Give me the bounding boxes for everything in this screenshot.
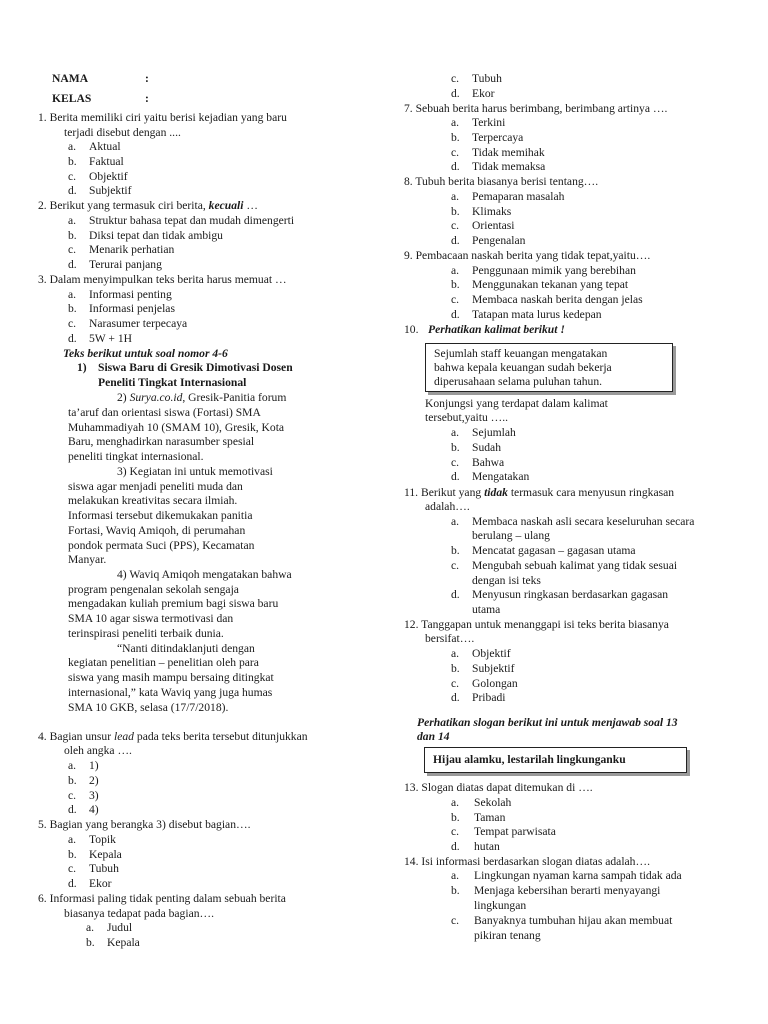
passage-number: 1) (77, 361, 87, 374)
q11-c-letter: c. (451, 559, 460, 572)
q2-stem: 2. Berikut yang termasuk ciri berita, kecuali … (38, 199, 258, 212)
q1-a-text: Aktual (89, 140, 121, 153)
q3-stem: 3. Dalam menyimpulkan teks berita harus memuat … (38, 273, 287, 286)
q5-c-text: Tubuh (89, 862, 119, 875)
q5-stem: 5. Bagian yang berangka 3) disebut bagian…. (38, 818, 251, 831)
q10-a-letter: a. (451, 426, 460, 439)
q10-question: Konjungsi yang terdapat dalam kalimat (425, 397, 608, 410)
q1-d-letter: d. (68, 184, 77, 197)
paragraph-3-line4: Informasi tersebut dikemukakan panitia (68, 509, 253, 522)
q7-c-text: Tidak memihak (472, 146, 545, 159)
q10-b-letter: b. (451, 441, 460, 454)
slogan-box (424, 747, 687, 773)
q11-emphasis: tidak (484, 486, 508, 499)
q8-a-letter: a. (451, 190, 460, 203)
q2-d-letter: d. (68, 258, 77, 271)
q5-a-letter: a. (68, 833, 77, 846)
q13-stem: 13. Slogan diatas dapat ditemukan di …. (404, 781, 593, 794)
q12-d-letter: d. (451, 691, 460, 704)
q2-b-letter: b. (68, 229, 77, 242)
q8-a-text: Pemaparan masalah (472, 190, 565, 203)
paragraph-5-line4: internasional,” kata Waviq yang juga humas (68, 686, 273, 699)
q3-d-text: 5W + 1H (89, 332, 133, 345)
q11-b-text: Mencatat gagasan – gagasan utama (472, 544, 636, 557)
q6-c-text: Tubuh (472, 72, 502, 85)
paragraph-2-line1: 2) Surya.co.id, Gresik-Panitia forum (117, 391, 287, 404)
q10-c-text: Bahwa (472, 456, 505, 469)
q5-b-letter: b. (68, 848, 77, 861)
q3-c-letter: c. (68, 317, 77, 330)
q11-stem: 11. Berikut yang tidak termasuk cara menyusun ringkasan (404, 486, 675, 499)
q1-c-text: Objektif (89, 170, 128, 183)
q13-c-letter: c. (451, 825, 460, 838)
q6-b-text: Kepala (107, 936, 140, 949)
q10-c-letter: c. (451, 456, 460, 469)
q8-stem: 8. Tubuh berita biasanya berisi tentang…. (404, 175, 599, 188)
paragraph-2-line5: peneliti tingkat internasional. (68, 450, 204, 463)
q7-d-text: Tidak memaksa (472, 160, 546, 173)
paragraph-4-line3: mengadakan kuliah premium bagi siswa baru (68, 597, 279, 610)
paragraph-2-line3: Muhammadiyah 10 (SMAM 10), Gresik, Kota (68, 421, 285, 434)
q9-a-letter: a. (451, 264, 460, 277)
paragraph-2-line4: Baru, menghadirkan narasumber spesial (68, 435, 255, 448)
q14-b-text-cont: lingkungan (474, 899, 527, 912)
q6-b-letter: b. (86, 936, 95, 949)
q13-c-text: Tempat parwisata (474, 825, 556, 838)
q9-c-text: Membaca naskah berita dengan jelas (472, 293, 643, 306)
q2-d-text: Terurai panjang (89, 258, 162, 271)
paragraph-5-line5: SMA 10 GKB, selasa (17/7/2018). (68, 701, 229, 714)
q13-b-text: Taman (474, 811, 506, 824)
paragraph-3-line5: Fortasi, Waviq Amiqoh, di perumahan (68, 524, 246, 537)
q9-b-text: Menggunakan tekanan yang tepat (472, 278, 629, 291)
q1-d-text: Subjektif (89, 184, 132, 197)
slogan-intro: Perhatikan slogan berikut ini untuk menjawab soal 13 (417, 716, 678, 729)
nama-label: NAMA (52, 72, 89, 85)
q11-a-text-cont: berulang – ulang (472, 529, 550, 542)
q5-b-text: Kepala (89, 848, 122, 861)
q2-b-text: Diksi tepat dan tidak ambigu (89, 229, 223, 242)
q4-lead-term: lead (114, 730, 134, 743)
q4-c-text: 3) (89, 789, 99, 802)
q14-c-text-cont: pikiran tenang (474, 929, 541, 942)
q11-d-letter: d. (451, 588, 460, 601)
q14-stem: 14. Isi informasi berdasarkan slogan diatas adalah…. (404, 855, 650, 868)
passage-intro: Teks berikut untuk soal nomor 4-6 (63, 347, 228, 360)
q6-a-text: Judul (107, 921, 133, 934)
q13-b-letter: b. (451, 811, 460, 824)
q9-d-letter: d. (451, 308, 460, 321)
q12-a-text: Objektif (472, 647, 511, 660)
passage-title-line1: Siswa Baru di Gresik Dimotivasi Dosen (98, 361, 293, 374)
q14-c-text: Banyaknya tumbuhan hijau akan membuat (474, 914, 673, 927)
slogan-text: Hijau alamku, lestarilah lingkunganku (433, 753, 626, 766)
q9-c-letter: c. (451, 293, 460, 306)
q5-a-text: Topik (89, 833, 116, 846)
q2-c-text: Menarik perhatian (89, 243, 175, 256)
q11-d-text: Menyusun ringkasan berdasarkan gagasan (472, 588, 669, 601)
q1-a-letter: a. (68, 140, 77, 153)
passage-title-line2: Peneliti Tingkat Internasional (98, 376, 247, 389)
q1-c-letter: c. (68, 170, 77, 183)
q4-stem-cont: oleh angka …. (64, 744, 132, 757)
q5-d-letter: d. (68, 877, 77, 890)
q8-c-letter: c. (451, 219, 460, 232)
q4-c-letter: c. (68, 789, 77, 802)
q3-b-letter: b. (68, 302, 77, 315)
paragraph-3-line1: 3) Kegiatan ini untuk memotivasi (117, 465, 273, 478)
paragraph-4-line4: SMA 10 agar siswa termotivasi dan (68, 612, 234, 625)
q12-d-text: Pribadi (472, 691, 506, 704)
q3-b-text: Informasi penjelas (89, 302, 175, 315)
slogan-intro-cont: dan 14 (417, 730, 450, 743)
q10-d-letter: d. (451, 470, 460, 483)
q9-a-text: Penggunaan mimik yang berebihan (472, 264, 636, 277)
q1-b-text: Faktual (89, 155, 124, 168)
q6-d-text: Ekor (472, 87, 495, 100)
q11-stem-cont: adalah…. (425, 500, 470, 513)
q12-b-text: Subjektif (472, 662, 515, 675)
paragraph-3-line3: melakukan kreativitas secara ilmiah. (68, 494, 238, 507)
q4-a-letter: a. (68, 759, 77, 772)
q1-stem-cont: terjadi disebut dengan .... (64, 126, 181, 139)
q12-b-letter: b. (451, 662, 460, 675)
q1-stem: 1. Berita memiliki ciri yaitu berisi kejadian yang baru (38, 111, 287, 124)
q1-b-letter: b. (68, 155, 77, 168)
q8-b-text: Klimaks (472, 205, 512, 218)
paragraph-4-line1: 4) Waviq Amiqoh mengatakan bahwa (117, 568, 292, 581)
q13-a-text: Sekolah (474, 796, 512, 809)
q14-b-text: Menjaga kebersihan berarti menyayangi (474, 884, 661, 897)
q4-a-text: 1) (89, 759, 99, 772)
q2-a-text: Struktur bahasa tepat dan mudah dimengerti (89, 214, 295, 227)
q12-c-letter: c. (451, 677, 460, 690)
q11-a-text: Membaca naskah asli secara keseluruhan secara (472, 515, 695, 528)
q4-d-letter: d. (68, 803, 77, 816)
q10-a-text: Sejumlah (472, 426, 516, 439)
q3-a-text: Informasi penting (89, 288, 172, 301)
q10-box-line2: bahwa kepala keuangan sudah bekerja (434, 361, 612, 374)
paragraph-5-line3: siswa yang masih mampu bersaing ditingkat (68, 671, 274, 684)
q11-d-text-cont: utama (472, 603, 501, 616)
paragraph-5-line2: kegiatan penelitian – penelitian oleh para (68, 656, 259, 669)
q14-b-letter: b. (451, 884, 460, 897)
q8-b-letter: b. (451, 205, 460, 218)
q13-d-text: hutan (474, 840, 500, 853)
q10-box-line1: Sejumlah staff keuangan mengatakan (434, 347, 608, 360)
nama-colon: : (145, 72, 149, 85)
q13-d-letter: d. (451, 840, 460, 853)
q6-stem: 6. Informasi paling tidak penting dalam sebuah berita (38, 892, 286, 905)
q12-c-text: Golongan (472, 677, 518, 690)
q7-b-text: Terpercaya (472, 131, 524, 144)
q2-emphasis: kecuali (208, 199, 244, 212)
q5-c-letter: c. (68, 862, 77, 875)
q6-c-letter: c. (451, 72, 460, 85)
paragraph-3-line2: siswa agar menjadi peneliti muda dan (68, 480, 243, 493)
kelas-label: KELAS (52, 92, 92, 105)
q5-d-text: Ekor (89, 877, 112, 890)
q4-d-text: 4) (89, 803, 99, 816)
q10-box-line3: diperusahaan selama puluhan tahun. (434, 375, 603, 388)
q6-stem-cont: biasanya tedapat pada bagian…. (64, 907, 215, 920)
q11-c-text: Mengubah sebuah kalimat yang tidak sesuai (472, 559, 678, 572)
q3-c-text: Narasumer terpecaya (89, 317, 188, 330)
q11-c-text-cont: dengan isi teks (472, 574, 541, 587)
q13-a-letter: a. (451, 796, 460, 809)
q14-a-text: Lingkungan nyaman karna sampah tidak ada (474, 869, 682, 882)
q11-b-letter: b. (451, 544, 460, 557)
kelas-colon: : (145, 92, 149, 105)
q11-a-letter: a. (451, 515, 460, 528)
q7-a-text: Terkini (472, 116, 506, 129)
q7-a-letter: a. (451, 116, 460, 129)
q3-a-letter: a. (68, 288, 77, 301)
q10-b-text: Sudah (472, 441, 501, 454)
q4-b-letter: b. (68, 774, 77, 787)
q10-d-text: Mengatakan (472, 470, 530, 483)
paragraph-5-line1: “Nanti ditindaklanjuti dengan (117, 642, 255, 655)
q10-sentence-box (425, 343, 673, 392)
paragraph-4-line2: program pengenalan sekolah sengaja (68, 583, 239, 596)
q10-question-cont: tersebut,yaitu ….. (425, 411, 509, 424)
q8-c-text: Orientasi (472, 219, 515, 232)
q6-a-letter: a. (86, 921, 95, 934)
q9-stem: 9. Pembacaan naskah berita yang tidak tepat,yaitu…. (404, 249, 651, 262)
source-name: Surya.co.id (129, 391, 183, 404)
q9-b-letter: b. (451, 278, 460, 291)
paragraph-2-line2: ta’aruf dan orientasi siswa (Fortasi) SMA (68, 406, 261, 419)
q2-a-letter: a. (68, 214, 77, 227)
q10-instruction: Perhatikan kalimat berikut ! (428, 323, 565, 336)
q12-stem-cont: bersifat…. (425, 632, 475, 645)
q7-c-letter: c. (451, 146, 460, 159)
q12-stem: 12. Tanggapan untuk menanggapi isi teks berita biasanya (404, 618, 669, 631)
q6-d-letter: d. (451, 87, 460, 100)
q7-b-letter: b. (451, 131, 460, 144)
q7-d-letter: d. (451, 160, 460, 173)
q10-number: 10. (404, 323, 419, 336)
q2-c-letter: c. (68, 243, 77, 256)
q12-a-letter: a. (451, 647, 460, 660)
paragraph-3-line6: pondok permata Suci (PPS), Kecamatan (68, 539, 255, 552)
q3-d-letter: d. (68, 332, 77, 345)
q9-d-text: Tatapan mata lurus kedepan (472, 308, 602, 321)
q14-a-letter: a. (451, 869, 460, 882)
q4-stem: 4. Bagian unsur lead pada teks berita tersebut ditunjukkan (38, 730, 308, 743)
q8-d-letter: d. (451, 234, 460, 247)
q7-stem: 7. Sebuah berita harus berimbang, berimbang artinya …. (404, 102, 668, 115)
q8-d-text: Pengenalan (472, 234, 526, 247)
q14-c-letter: c. (451, 914, 460, 927)
q4-b-text: 2) (89, 774, 99, 787)
paragraph-4-line5: terinspirasi peneliti terbaik dunia. (68, 627, 224, 640)
paragraph-3-line7: Manyar. (68, 553, 107, 566)
